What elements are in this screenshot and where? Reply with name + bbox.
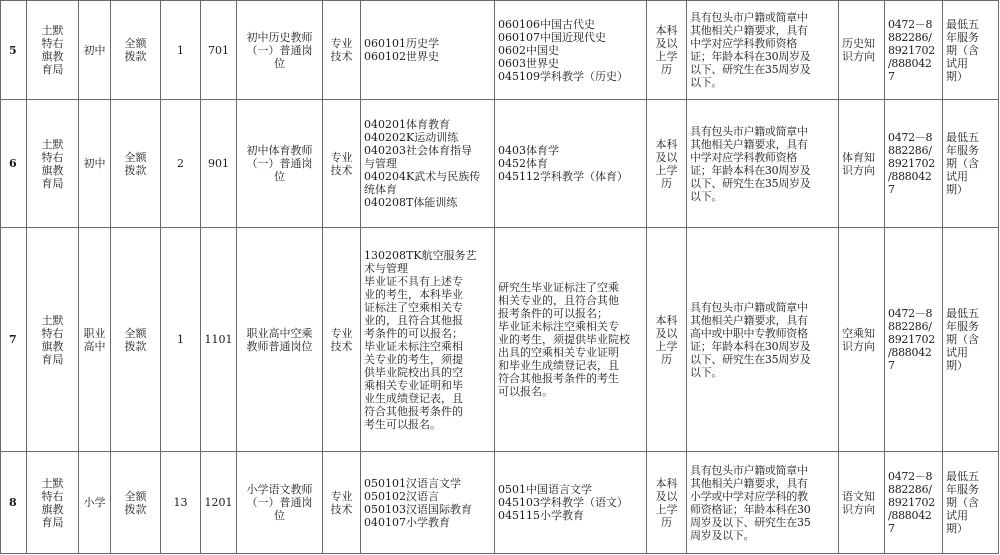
hiring-count: 2	[161, 100, 201, 228]
contact-phone: 0472－8 882286/ 8921702 /888042 7	[885, 1, 943, 100]
education-requirement: 本科 及以 上学 历	[647, 100, 687, 228]
contact-phone: 0472－8 882286/ 8921702 /888042 7	[885, 452, 943, 554]
post-name: 小学语文教师 （一）普通岗 位	[237, 452, 323, 554]
exam-direction: 语文知 识方向	[839, 452, 885, 554]
table-row	[1, 100, 999, 228]
hiring-unit: 土默 特右 旗教 育局	[27, 100, 79, 228]
hiring-count: 1	[161, 1, 201, 100]
post-name: 初中历史教师 （一）普通岗 位	[237, 1, 323, 100]
exam-direction: 空乘知 识方向	[839, 228, 885, 452]
school-level: 初中	[79, 1, 111, 100]
funding-type: 全额 拨款	[111, 100, 161, 228]
service-period: 最低五 年服务 期（含 试用 期）	[943, 452, 999, 554]
table-row	[1, 452, 999, 554]
hiring-unit: 土默 特右 旗教 育局	[27, 1, 79, 100]
school-level: 职业 高中	[79, 228, 111, 452]
post-name: 职业高中空乘 教师普通岗位	[237, 228, 323, 452]
service-period: 最低五 年服务 期（含 试用 期）	[943, 228, 999, 452]
graduate-major: 060106中国古代史 060107中国近现代史 0602中国史 0603世界史 045109学科教学（历史）	[495, 1, 647, 100]
other-requirements: 具有包头市户籍或简章中 其他相关户籍要求，具有 小学或中学对应学科的教 师资格证；年龄本科在30 周岁及以下、研究生在35 周岁及以下。	[687, 452, 839, 554]
row-number: 6	[1, 100, 27, 228]
row-number: 5	[1, 1, 27, 100]
post-category: 专业 技术	[323, 452, 361, 554]
exam-direction: 体育知 识方向	[839, 100, 885, 228]
hiring-count: 1	[161, 228, 201, 452]
post-code: 1201	[201, 452, 237, 554]
post-category: 专业 技术	[323, 228, 361, 452]
hiring-count: 13	[161, 452, 201, 554]
contact-phone: 0472－8 882286/ 8921702 /888042 7	[885, 100, 943, 228]
funding-type: 全额 拨款	[111, 452, 161, 554]
other-requirements: 具有包头市户籍或简章中 其他相关户籍要求，具有 高中或中职中专教师资格 证；年龄本科在30周岁及 以下、研究生在35周岁及 以下。	[687, 228, 839, 452]
education-requirement: 本科 及以 上学 历	[647, 452, 687, 554]
school-level: 小学	[79, 452, 111, 554]
graduate-major: 0403体育学 0452体育 045112学科教学（体育）	[495, 100, 647, 228]
undergrad-major: 050101汉语言文学 050102汉语言 050103汉语国际教育 040107小学教育	[361, 452, 495, 554]
undergrad-major: 130208TK航空服务艺 术与管理 毕业证不具有上述专 业的考生，本科毕业 证标注了空乘相关专 业的，且符合其他报 考条件的可以报名； 毕业证未标注空乘相 关专业的考生，须提 供毕业院校出具的空 乘相关专业证明和毕 业生成绩登记表，且 符合其他报考条件的 考生可以报名。	[361, 228, 495, 452]
hiring-unit: 土默 特右 旗教 育局	[27, 228, 79, 452]
school-level: 初中	[79, 100, 111, 228]
undergrad-major: 060101历史学 060102世界史	[361, 1, 495, 100]
table-row	[1, 228, 999, 452]
post-category: 专业 技术	[323, 1, 361, 100]
funding-type: 全额 拨款	[111, 1, 161, 100]
other-requirements: 具有包头市户籍或简章中 其他相关户籍要求，具有 中学对应学科教师资格 证；年龄本科在30周岁及 以下、研究生在35周岁及 以下。	[687, 1, 839, 100]
post-name: 初中体育教师 （一）普通岗 位	[237, 100, 323, 228]
graduate-major: 研究生毕业证标注了空乘 相关专业的，且符合其他 报考条件的可以报名； 毕业证未标注空乘相关专 业的考生，须提供毕业院校 出具的空乘相关专业证明 和毕业生成绩登记表，且 符合其他报考条件的考生 可以报名。	[495, 228, 647, 452]
post-code: 1101	[201, 228, 237, 452]
post-code: 901	[201, 100, 237, 228]
education-requirement: 本科 及以 上学 历	[647, 228, 687, 452]
row-number: 7	[1, 228, 27, 452]
post-code: 701	[201, 1, 237, 100]
row-number: 8	[1, 452, 27, 554]
other-requirements: 具有包头市户籍或简章中 其他相关户籍要求，具有 中学对应学科教师资格 证；年龄本科在30周岁及 以下、研究生在35周岁及 以下。	[687, 100, 839, 228]
table-row	[1, 1, 999, 100]
funding-type: 全额 拨款	[111, 228, 161, 452]
undergrad-major: 040201体育教育 040202K运动训练 040203社会体育指导 与管理 040204K武术与民族传 统体育 040208T体能训练	[361, 100, 495, 228]
education-requirement: 本科 及以 上学 历	[647, 1, 687, 100]
service-period: 最低五 年服务 期（含 试用 期）	[943, 100, 999, 228]
exam-direction: 历史知 识方向	[839, 1, 885, 100]
hiring-unit: 土默 特右 旗教 育局	[27, 452, 79, 554]
graduate-major: 0501中国语言文学 045103学科教学（语文） 045115小学教育	[495, 452, 647, 554]
contact-phone: 0472－8 882286/ 8921702 /888042 7	[885, 228, 943, 452]
post-category: 专业 技术	[323, 100, 361, 228]
service-period: 最低五 年服务 期（含 试用 期）	[943, 1, 999, 100]
